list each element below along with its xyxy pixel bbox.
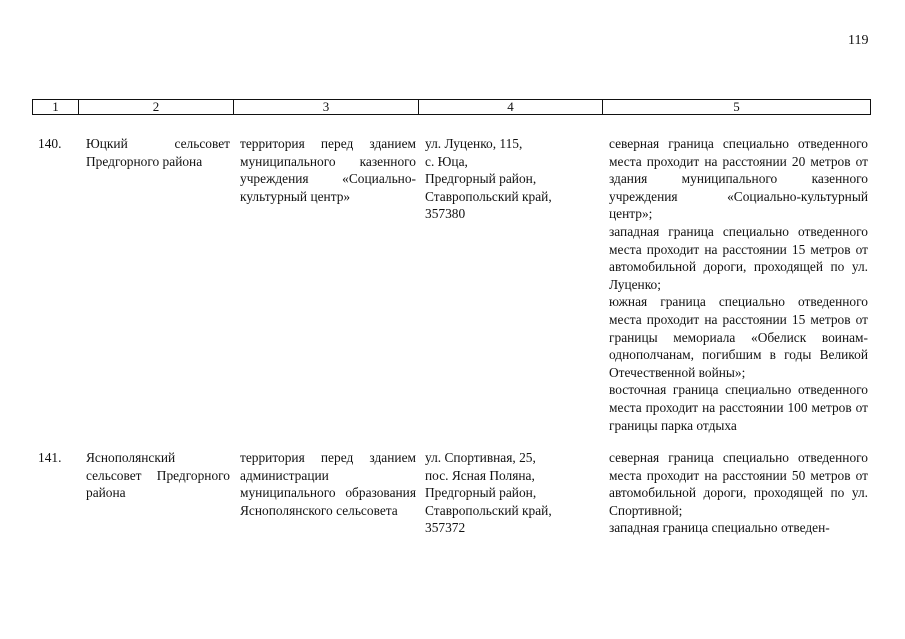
- place-description: территория перед зданием администрации муниципального образования Яснополянского сельсовета: [240, 450, 416, 518]
- address-line: Предгорный район,: [425, 485, 537, 501]
- row-number: 141.: [38, 450, 62, 465]
- column-header-2: 2: [79, 100, 234, 115]
- boundary-paragraph: северная граница специально отведенного места проходит на расстоянии 50 метров от автомобильной дороги, проходящей по ул. Спортивной;: [609, 450, 868, 518]
- column-header-3: 3: [234, 100, 419, 115]
- row-number: 140.: [38, 136, 62, 151]
- municipality-name: Яснополянский сельсовет Предгорного района: [86, 450, 230, 501]
- address-line: 357372: [425, 520, 466, 536]
- address-line: ул. Спортивная, 25,: [425, 450, 536, 465]
- boundaries-description: [609, 135, 868, 434]
- address-line: Ставропольский край,: [425, 502, 552, 518]
- column-header-row: [33, 100, 871, 115]
- address-line: с. Юца,: [425, 153, 468, 169]
- column-header-5: 5: [603, 100, 871, 115]
- column-header-1: 1: [33, 100, 79, 115]
- address-line: пос. Ясная Поляна,: [425, 467, 535, 483]
- boundary-paragraph: западная граница специально отведенного места проходит на расстоянии 15 метров от автомобильной дороги, проходящей по ул. Луценко;: [609, 223, 868, 292]
- municipality-name: Юцкий сельсовет Предгорного района: [86, 136, 230, 169]
- boundary-paragraph: восточная граница специально отведенного места проходит на расстоянии 100 метров от границы парка отдыха: [609, 382, 868, 433]
- column-header-table: [32, 99, 871, 115]
- address: [425, 449, 595, 537]
- address-line: ул. Луценко, 115,: [425, 136, 523, 151]
- boundary-paragraph: северная граница специально отведенного места проходит на расстоянии 20 метров от здания муниципального казенного учреждения «Социально-культурный центр»;: [609, 136, 868, 222]
- address-line: Предгорный район,: [425, 171, 537, 187]
- address-line: Ставропольский край,: [425, 188, 552, 204]
- address-line: 357380: [425, 206, 466, 222]
- place-description: территория перед зданием муниципального казенного учреждения «Социально-культурный центр»: [240, 136, 416, 204]
- boundaries-description: [609, 449, 868, 537]
- address: [425, 135, 595, 223]
- column-header-4: 4: [419, 100, 603, 115]
- page-number: 119: [848, 33, 869, 48]
- boundary-paragraph: западная граница специально отведен-: [609, 520, 830, 536]
- boundary-paragraph: южная граница специально отведенного места проходит на расстоянии 15 метров от границы мемориала «Обелиск воинам-однополчанам, погибшим в годы Великой Отечественной войны»;: [609, 294, 868, 380]
